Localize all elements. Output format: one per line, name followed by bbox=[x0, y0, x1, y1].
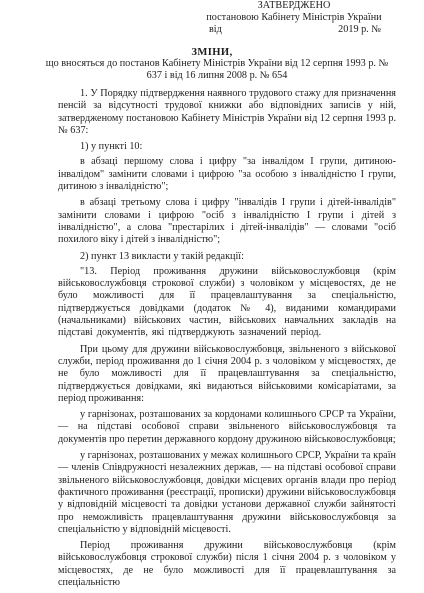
resolution-label: постановою Кабінету Міністрів України bbox=[206, 12, 382, 23]
paragraph: в абзаці першому слова і цифру "за інвалідом І групи, дитиною-інвалідом" замінити словами і цифрою "за особою з інвалідністю І групи, дитиною з інвалідністю"; bbox=[58, 156, 396, 193]
paragraph: у гарнізонах, розташованих за кордонами колишнього СРСР та України, — на підставі особової справи звільненого військовослужбовця та документів про перетин державного кордону дружиною військовослужбовця; bbox=[58, 409, 396, 445]
date-suffix: 2019 р. № bbox=[338, 24, 381, 35]
paragraph: При цьому для дружини військовослужбовця, звільненого з військової служби, період проживання до 1 січня 2004 р. з чоловіком у місцевостях, де не було можливості для її працевлаштування за спеціальністю, підтверджується довідками, які видаються військовими комісаріатами, за період проживання: bbox=[58, 343, 396, 404]
paragraph: 2) пункт 13 викласти у такій редакції: bbox=[80, 250, 244, 262]
approved-label: ЗАТВЕРДЖЕНО bbox=[257, 0, 331, 11]
paragraph: 1) у пункті 10: bbox=[80, 141, 143, 153]
approval-stamp bbox=[199, 0, 389, 36]
resolution-date bbox=[199, 24, 389, 36]
document-title: ЗМІНИ, bbox=[191, 47, 233, 58]
paragraph: 1. У Порядку підтвердження наявного трудового стажу для призначення пенсій за відсутності трудової книжки або відповідних записів у ній, затвердженому постановою Кабінету Міністрів України від 12 серпня 1993 р. № 637: bbox=[58, 88, 396, 136]
paragraph: Період проживання дружини військовослужбовця (крім військовослужбовця строкової служби) після 1 січня 2004 р. з чоловіком у місцевостях, де не було можливості для її працевлаштування за спеціальністю bbox=[58, 540, 396, 588]
document-body bbox=[58, 88, 396, 593]
date-prefix: від bbox=[209, 24, 222, 35]
paragraph: у гарнізонах, розташованих у межах колишнього СРСР, України та країн — членів Співдружності незалежних держав, — на підставі особової справи звільненого військовослужбовця, довідки місцевих органів влади про період фактичного проживання (реєстрації, прописки) дружини військовослужбовця у відповідній місцевості та довідки установи державної служби зайнятості про неможливість працевлаштування дружини військовослужбовця за спеціальністю у відповідній місцевості. bbox=[58, 450, 396, 535]
document-subtitle: що вносяться до постанов Кабінету Міністрів України від 12 серпня 1993 р. № 637 і від 16 липня 2008 р. № 654 bbox=[45, 58, 389, 81]
paragraph: "13. Період проживання дружини військовослужбовця (крім військовослужбовця строкової служби) з чоловіком у місцевостях, де не було можливості для її працевлаштування за спеціальністю, підтверджується довідками (додаток № 4), виданими командирами (начальниками) військових частин, військових навчальних закладів на підставі документів, які підтверджують зазначений період. bbox=[58, 265, 396, 339]
paragraph: в абзаці третьому слова і цифру "інвалідів І групи і дітей-інвалідів" замінити словами і цифрою "осіб з інвалідністю І групи і дітей з інвалідністю", а слова "престарілих і дітей-інвалідів" — словами "осіб похилого віку і дітей з інвалідністю"; bbox=[58, 197, 396, 246]
